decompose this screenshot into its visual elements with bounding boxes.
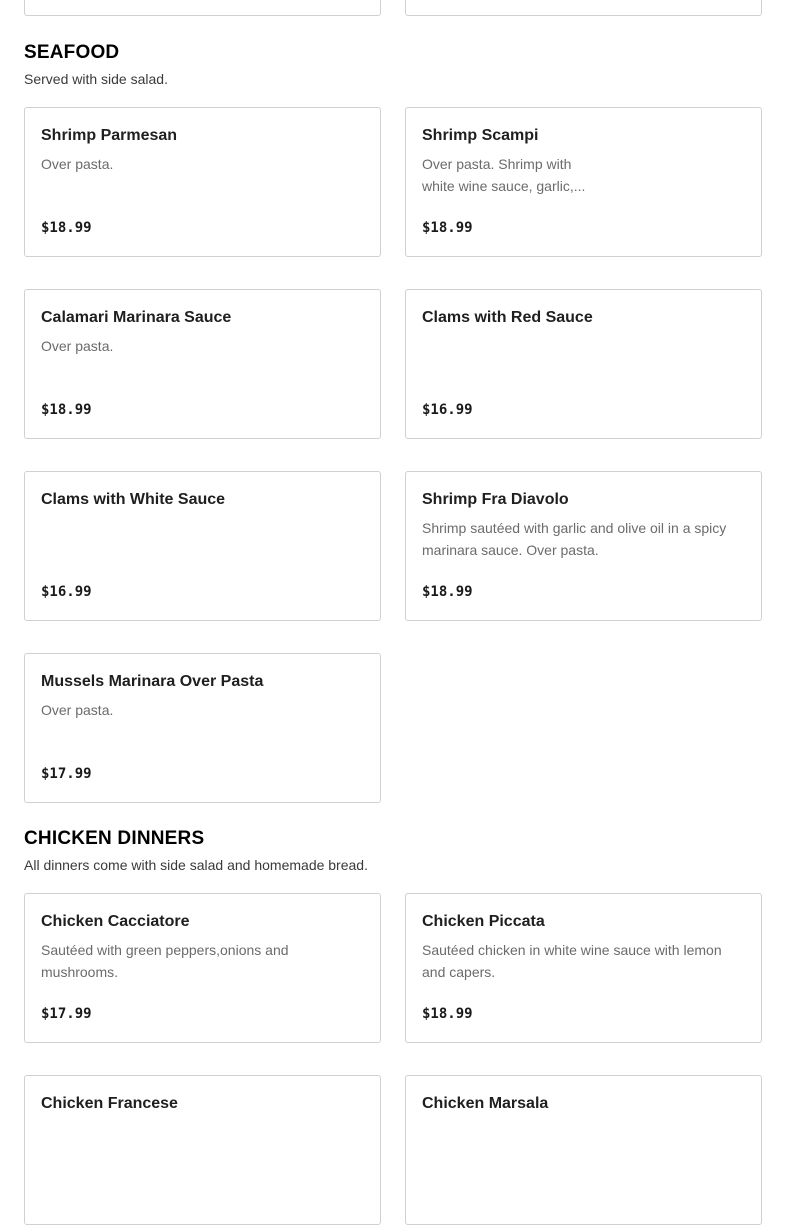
menu-item-name: Chicken Francese	[41, 1095, 178, 1112]
menu-item-name: Mussels Marinara Over Pasta	[41, 673, 264, 690]
menu-item-card-clams-red-sauce[interactable]	[405, 289, 762, 439]
menu-item-price: $17.99	[41, 1006, 92, 1022]
menu-item-card-clams-white-sauce[interactable]	[24, 471, 381, 621]
menu-item-name: Chicken Cacciatore	[41, 913, 190, 930]
menu-item-description: Sautéed with green peppers,onions and mushrooms.	[41, 942, 289, 980]
menu-item-card-shrimp-scampi[interactable]	[405, 107, 762, 257]
section-title-seafood: SEAFOOD	[24, 42, 120, 63]
menu-item-price: $18.99	[41, 402, 92, 418]
menu-item-card-mussels-marinara[interactable]	[24, 653, 381, 803]
menu-item-name: Chicken Piccata	[422, 913, 545, 930]
menu-item-description: Over pasta.	[41, 338, 114, 354]
menu-item-card-chicken-francese[interactable]	[24, 1075, 381, 1225]
menu-item-price: $18.99	[422, 220, 473, 236]
section-title-chicken-dinners: CHICKEN DINNERS	[24, 828, 205, 849]
menu-item-card-chicken-cacciatore[interactable]	[24, 893, 381, 1043]
menu-item-card-previous[interactable]	[405, 0, 762, 16]
section-subtitle-chicken-dinners: All dinners come with side salad and homemade bread.	[24, 857, 368, 873]
menu-item-name: Clams with Red Sauce	[422, 309, 593, 326]
menu-item-price: $18.99	[422, 584, 473, 600]
menu-item-name: Shrimp Fra Diavolo	[422, 491, 569, 508]
menu-item-description: Over pasta.	[41, 156, 114, 172]
menu-item-card-previous[interactable]	[24, 0, 381, 16]
menu-item-price: $16.99	[422, 402, 473, 418]
menu-item-description: Sautéed chicken in white wine sauce with lemon and capers.	[422, 942, 722, 980]
menu-item-name: Shrimp Scampi	[422, 127, 539, 144]
menu-item-price: $17.99	[41, 766, 92, 782]
menu-item-name: Calamari Marinara Sauce	[41, 309, 232, 326]
menu-item-name: Chicken Marsala	[422, 1095, 549, 1112]
menu-item-name: Clams with White Sauce	[41, 491, 226, 508]
menu-item-name: Shrimp Parmesan	[41, 127, 178, 144]
menu-item-description: Over pasta. Shrimp with white wine sauce, garlic,...	[422, 156, 586, 194]
menu-item-card-calamari-marinara[interactable]	[24, 289, 381, 439]
menu-item-price: $18.99	[422, 1006, 473, 1022]
section-subtitle-seafood: Served with side salad.	[24, 71, 168, 87]
menu-item-card-chicken-marsala[interactable]	[405, 1075, 762, 1225]
menu-item-card-shrimp-parmesan[interactable]	[24, 107, 381, 257]
menu-item-description: Over pasta.	[41, 702, 114, 718]
menu-item-price: $18.99	[41, 220, 92, 236]
menu-item-card-chicken-piccata[interactable]	[405, 893, 762, 1043]
menu-item-card-shrimp-fra-diavolo[interactable]	[405, 471, 762, 621]
menu-item-price: $16.99	[41, 584, 92, 600]
menu-item-description: Shrimp sautéed with garlic and olive oil in a spicy marinara sauce. Over pasta.	[422, 520, 727, 558]
